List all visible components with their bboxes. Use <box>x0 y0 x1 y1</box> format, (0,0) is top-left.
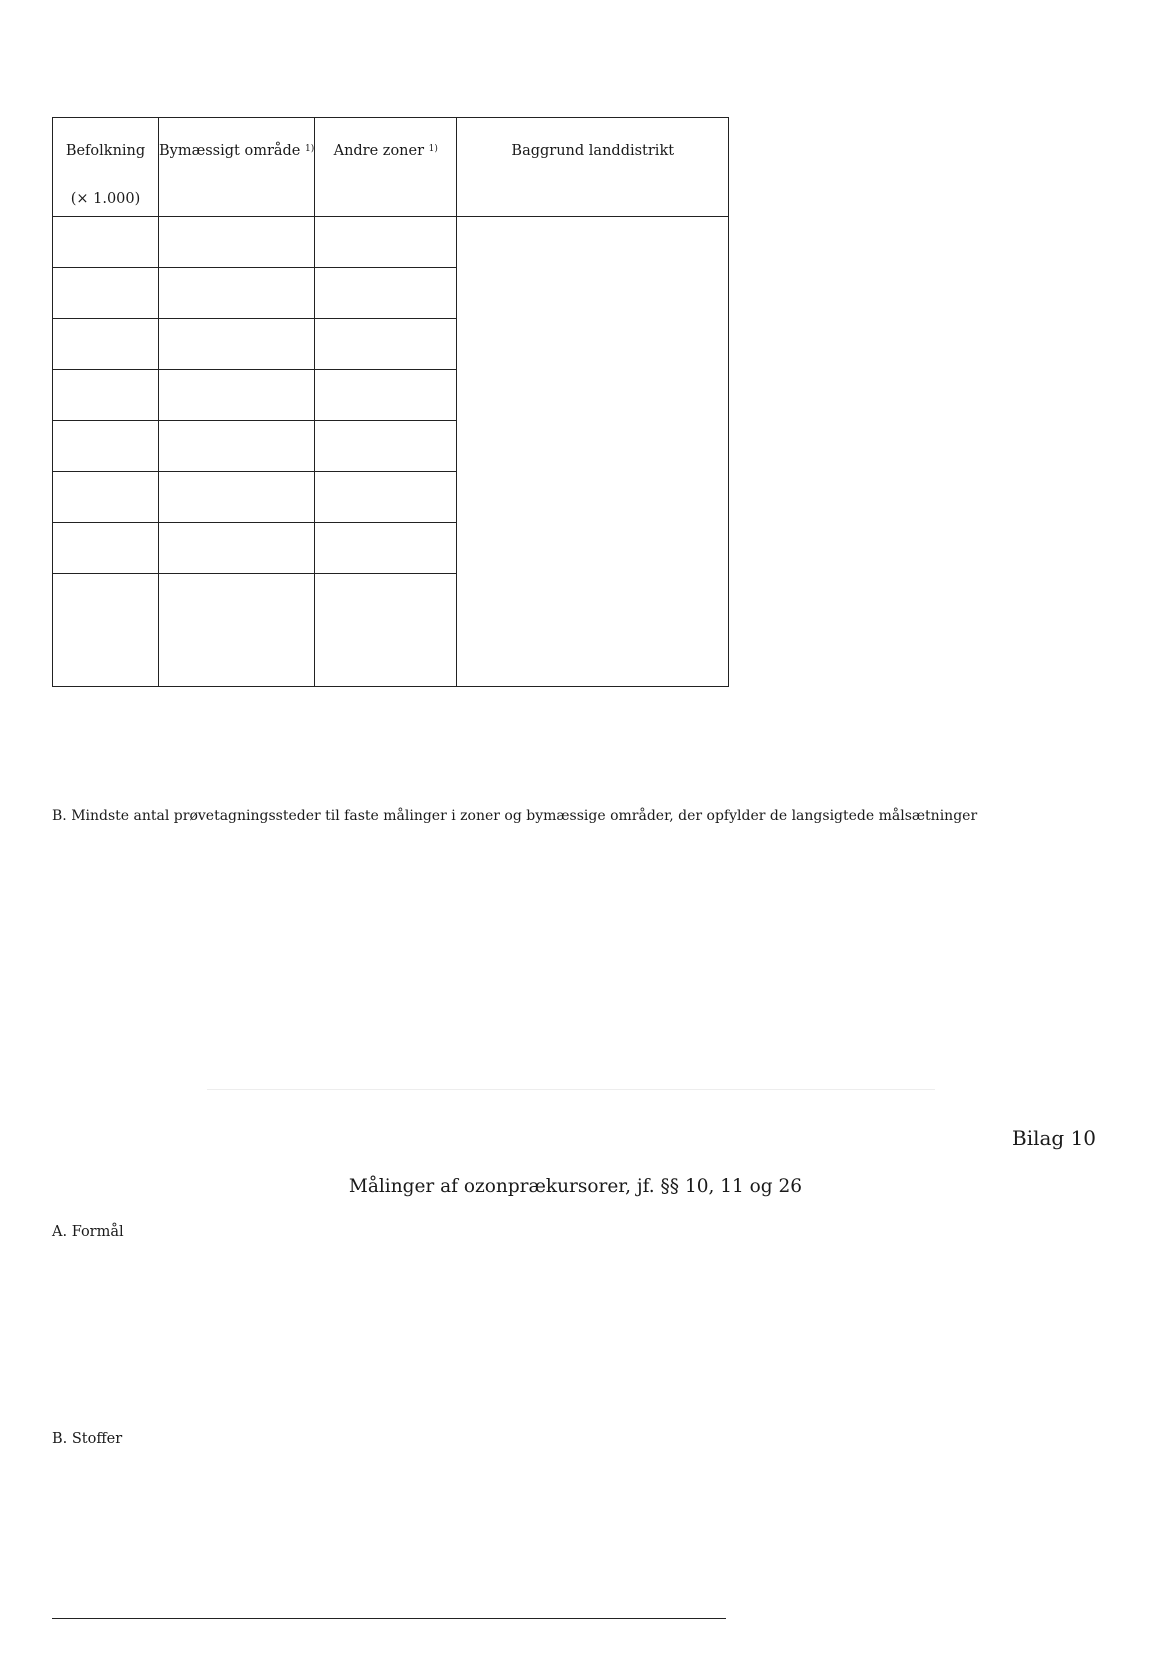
table-row <box>53 217 729 268</box>
table-cell <box>315 523 457 574</box>
table-cell <box>53 574 159 687</box>
table-cell <box>53 370 159 421</box>
table-cell <box>53 472 159 523</box>
annex-label: Bilag 10 <box>1012 1126 1097 1150</box>
header-rural-background-label: Baggrund landdistrikt <box>511 143 675 159</box>
table-cell <box>315 421 457 472</box>
monitoring-stations-table <box>52 117 729 687</box>
table-top-border <box>52 1618 726 1619</box>
header-population-label: Befolkning <box>65 143 146 159</box>
table-cell <box>53 319 159 370</box>
header-urban-area <box>159 118 315 217</box>
table-cell <box>159 472 315 523</box>
table-cell <box>315 268 457 319</box>
footnote-marker: 1) <box>428 144 438 154</box>
table-cell <box>159 217 315 268</box>
table-cell <box>159 370 315 421</box>
table-cell <box>315 319 457 370</box>
table-cell <box>159 268 315 319</box>
table-cell <box>159 574 315 687</box>
header-other-zones <box>315 118 457 217</box>
table-cell <box>159 523 315 574</box>
footnote-marker: 1) <box>305 144 315 154</box>
table-cell <box>53 217 159 268</box>
header-population-unit: (× 1.000) <box>70 191 141 207</box>
rural-background-merged-cell <box>457 217 729 687</box>
header-rural-background <box>457 118 729 217</box>
table-cell <box>315 472 457 523</box>
subsection-a-heading: A. Formål <box>52 1224 124 1240</box>
table-cell <box>159 319 315 370</box>
table-cell <box>159 421 315 472</box>
section-b-caption: B. Mindste antal prøvetagningssteder til faste målinger i zoner og bymæssige områder, der opfylder de langsigtede målsætninger <box>52 808 978 824</box>
table-cell <box>315 370 457 421</box>
table-header-row <box>53 118 729 217</box>
table-cell <box>315 574 457 687</box>
subsection-b-heading: B. Stoffer <box>52 1431 123 1447</box>
header-population <box>53 118 159 217</box>
header-urban-area-label: Bymæssigt område <box>159 143 301 159</box>
table-cell <box>53 268 159 319</box>
annex-title: Målinger af ozonprækursorer, jf. §§ 10, 11 og 26 <box>348 1176 803 1197</box>
table-cell <box>315 217 457 268</box>
table-cell <box>53 421 159 472</box>
table-cell <box>53 523 159 574</box>
page-divider <box>207 1089 935 1090</box>
header-other-zones-label: Andre zoner <box>333 143 425 159</box>
